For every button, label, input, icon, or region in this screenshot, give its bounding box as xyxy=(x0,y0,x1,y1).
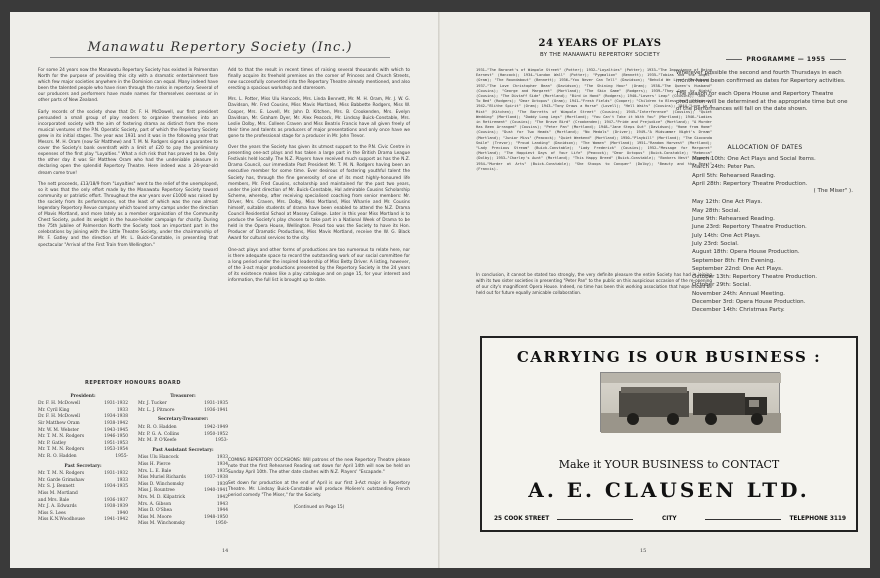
honours-row xyxy=(138,495,228,502)
date-allocation-item: December 3rd: Opera House Production. xyxy=(692,299,806,306)
plays-list: 1931—"The Baronet's of Wimpole Street" (Potter); 1932—"Loyalties" (Potter); 1933—"The Importance of Being Earnest" (Hancock); 1934—"London Wall" (Potter); "Pygmalion" (Bennett); 1935—"Tobias and the Angel" (Oram); "The Roundabout" (Bennett); 1936—"You Never Can Tell" (Davidson); "Behold We Live" (Davidson); 1937—"The Love Christopher Bean" (Davidson); "The Shining Hour" (Oram); 1938—"The Queen's Husband" (Cousins); "George and Margaret" (Mortland); "The Skin Game" (Rodgers); 1939—"They Came by Night" (Cousins); "The Distaff Side" (Mortland); "Bird in Hand" (Rodgers); 1940—"Lovers' Leap" (Cousins); "And So To Bed" (Rodgers); "Dear Octopus" (Oram); 1941—"Fresh Fields" (Cooper); "Children to Bless You" (Cousins); 1942—"Blithe Spirit" (Oram); 1943—"Tony Draws a Horse" (Lovell); "Hell Waits" (Cousins); 1944—"Love in a Mist" (Kitchen); "The Barretts of Wimpole Street" (Cousins); 1945—"Interference" (Cousins); "Quiet Wedding" (Mortland); "Daddy Long Legs" (Mortland); "You Can't Take it With You" (Mortland); 1946—"Ladies in Retirement" (Cousins); "The Brave Bird" (Crookenden); 1947—"Pride and Prejudice" (Mortland); "A Murder Has Been Arranged" (Cousins); "Peter Pan" (Mortland); 1948—"Jane Steps Out" (Davidson); "Home from Home" (Cousins); "Dust for Two Heads" (Mortland); "No Medals" (Driver); 1949—"A Midsummer Night's Dream" (Mortland); "Junior Miss" (Peacock); "Quiet Weekend" (Mortland); 1950—"Playbill" (Mortland); "The Gioconda Smile" (Trevor); "Proud Landing" (Davidson); "The Women" (Mortland); 1951—"Random Harvest" (Mortland); "Lady Precious Stream" (Buick-Constable); "Lady Frederick" (Cousins); 1952—"Message for Margaret" (Mortland); "The Happiest Days of Your Life" (Peacock); "Dear Octopus" (Buick-Constable); "Rebecca" (Dolby); 1953—"Charley's Aunt" (Mortland); "This Happy Breed" (Buick-Constable); "Bonkers Nest" (Craven); 1954—"Murder at Arts" (Buick-Constable); "She Stoops to Conquer" (Dolby); "Beauty and the Beast" (Francis). xyxy=(476,68,712,171)
programme-title: PROGRAMME — 1955 xyxy=(726,56,846,63)
honours-years: 1933 xyxy=(116,477,128,483)
honours-name: Miss D. Winchomsky xyxy=(138,481,185,487)
honours-right-column xyxy=(138,391,228,528)
continued-note: (Continued on Page 15) xyxy=(293,504,345,510)
ad-headline: CARRYING IS OUR BUSINESS : xyxy=(516,348,822,366)
honours-years: 1943 xyxy=(216,501,228,507)
honours-name: Mr. T. M. N. Rodgers xyxy=(38,434,85,440)
honours-row xyxy=(138,432,228,439)
allocation-title: ALLOCATION OF DATES xyxy=(727,144,803,151)
honours-row xyxy=(138,502,228,509)
honours-row xyxy=(38,484,128,491)
honours-name: Miss H. Pierce xyxy=(138,461,171,467)
page-number: 14 xyxy=(222,548,229,554)
honours-years: 1950-1952 xyxy=(204,431,228,437)
date-allocation-item: October 13th: Repertory Theatre Production. xyxy=(692,274,818,281)
date-allocation-item: May 12th: One Act Plays. xyxy=(692,199,763,206)
honours-years: 1946-1950 xyxy=(104,434,128,440)
honours-name: Mr. R. O. Hadden xyxy=(38,453,77,459)
history-paragraph: Mrs. L. Potter, Miss Ulu Hancock, Mrs. Linda Bennett, Mr. M. H. Oram, Mr. J. W. G. Davidson, Mr. Fred Cousins, Miss Mavis Mortland, Miss Babbette Rodgers, Miss W. Cooper, Mrs. E. Lovell, Mr. John D. Kitchen, Mrs. B. Crookenden, Mrs. Evelyn Davidson, Mr. Graham Dyer, Mr. Alex Peacock, Mr. Lindsay Buick-Constable, Mrs. Leslie Dolby, Mrs. Colleen Craven and Miss Beatrix Francis have all given freely of their time and talents as producers of major presentations and only once have we gone to the professional stage for a producer in Mr. John Trevor. xyxy=(228,97,410,139)
honours-row xyxy=(38,401,128,408)
honours-row xyxy=(138,425,228,432)
honours-years: 1938-1939 xyxy=(104,504,128,510)
honours-name: Mr. P. G. A. Collins xyxy=(138,431,180,437)
honours-years: 1942-1949 xyxy=(204,424,228,430)
history-column-2 xyxy=(228,68,410,289)
honours-years: 1942 xyxy=(216,494,228,500)
coming-occasions-text: COMING REPERTORY OCCASIONS: Will patrons of the new Repertory Theatre please note that the first Rehearsed Reading set down for April 14th will now be held on Sunday April 10th. The other date clashes with N.Z. Players' "Escapade." xyxy=(228,458,410,476)
honours-years: 1931-1932 xyxy=(104,401,128,407)
honours-name: Miss J. Rountree xyxy=(138,488,175,494)
honours-years: 1936-1941 xyxy=(204,407,228,413)
programme-intro-paragraph: The season for each Opera House and Repertory Theatre production will be determined at the appropriate time but one of the performances will fall on the date shown. xyxy=(676,91,848,112)
honours-row xyxy=(138,508,228,515)
date-allocation-item: July 14th: One Act Plays. xyxy=(692,232,761,239)
honours-name: Miss Ulu Hancock xyxy=(138,455,179,461)
date-allocation-item: September 8th: Film Evening. xyxy=(692,257,776,264)
honours-row xyxy=(38,491,128,498)
honours-name: Mr. Garde Grimshaw xyxy=(38,477,85,483)
honours-row xyxy=(38,428,128,435)
honours-name: Miss M. Moore xyxy=(138,514,172,520)
honours-name: Sir Matthew Oram xyxy=(38,420,80,426)
honours-section-heading: Treasurer: xyxy=(170,393,196,399)
honours-name: Mr. T. M. N. Rodgers xyxy=(38,471,85,477)
date-allocation-item: October 29th: Social. xyxy=(692,282,752,289)
honours-row xyxy=(138,455,228,462)
honours-years: 1933 xyxy=(216,455,228,461)
honours-name: Dr. F. H. McDowell xyxy=(38,401,80,407)
booklet-spread xyxy=(10,12,870,568)
honours-row xyxy=(38,498,128,505)
ad-footer xyxy=(494,516,846,522)
honours-name: Mr. J. A. Edwards xyxy=(38,504,77,510)
honours-name: Mr. J. Tucker xyxy=(138,401,167,407)
ad-telephone: TELEPHONE 3119 xyxy=(789,516,846,522)
honours-years: 1944 xyxy=(216,508,228,514)
ad-street: 25 COOK STREET xyxy=(494,516,550,522)
date-allocation-item: September 22nd: One Act Plays. xyxy=(692,265,783,272)
honours-years: 1941-1942 xyxy=(104,517,128,523)
truck-photo xyxy=(600,372,780,432)
ad-tagline: Make it YOUR BUSINESS to CONTACT xyxy=(558,458,780,471)
honours-board xyxy=(38,380,228,528)
honours-row xyxy=(138,482,228,489)
honours-years: 1953- xyxy=(215,438,228,444)
honours-name: Mr. Cyril King xyxy=(38,407,70,413)
honours-years: 1940 xyxy=(116,510,128,516)
honours-row xyxy=(38,441,128,448)
coming-occasions xyxy=(228,458,410,516)
honours-board-title: REPERTORY HONOURS BOARD xyxy=(85,380,181,386)
history-paragraph: Add to that the result in recent times of raising several thousands with which to finally acquire its freehold premises on the corner of Princess and Church Streets, now successfully converted into the Repertory Theatre already mentioned, and also erecting a spacious workshop and storeroom. xyxy=(228,68,410,92)
date-allocation-item: June 9th: Rehearsed Reading. xyxy=(692,216,775,223)
honours-years: 1931-1932 xyxy=(104,471,128,477)
history-paragraph: One-act plays and other forms of productions are too numerous to relate here, nor is there adequate space to record the outstanding work of our social committee for a long period under the inspired leadership of Miss Betty Driver. A listing, however, of the 3-act major productions presented by the Repertory Society in the 24 years of its existence makes like a play catalogue and on page 15, for your interest and information, the full list is brought up to date. xyxy=(228,247,410,283)
date-allocation-item: December 14th: Christmas Party. xyxy=(692,307,785,314)
honours-name: Mrs. L. E. Bale xyxy=(138,468,172,474)
history-paragraph: Over the years the Society has given its utmost support to the P.N. Civic Centre in presenting one-act plays and has taken a large part in the British Drama League Festivals held locally. The N.Z. Players have received much support as has the N.Z. Drama Council, our immediate Past President Mr. T. M. N. Rodgers having been an executive member for some time. Ever desirous of fostering youthful talent the Society has, through the fine generosity of one of its most highly-honoured life members, Mr. Fred Cousins, scholarship and maintained for the past two years, under the joint direction of Mr. Buick-Constable, Hal admirable Cousins Scholarship Scheme, whereby, after receiving specialised coaching from senior members: Mr. Driver, Mrs. Craven, Mrs. Dolby, Miss Mortland, Miss Wharrie and Mr. Cousins himself, suitable students of drama have been enabled to attend the N.Z. Drama Council Residential School at Massey College. Later in this year Miss Mortland is to produce the Society's play chosen to take part in a National Week of Drama to be held in the Opera House, Wellington. Proud too was the Society to have its Hon. Producer of Dramatic Productions, Miss Mavis Mortland, receive the W. G. Black Award for cultural services to the city. xyxy=(228,145,410,242)
honours-name: Miss M. Winchomsky xyxy=(138,521,186,527)
date-allocation-item: March 10th: One Act Plays and Social Items. xyxy=(692,156,816,162)
honours-row xyxy=(138,469,228,476)
honours-years: 1933 xyxy=(116,407,128,413)
date-allocation-item: June 23rd: Repertory Theatre Production. xyxy=(692,224,807,231)
honours-row xyxy=(38,511,128,518)
honours-row xyxy=(38,408,128,415)
honours-name: Miss S. Lees xyxy=(38,510,66,516)
honours-years: 1950- xyxy=(215,521,228,527)
honours-row xyxy=(38,471,128,478)
society-script-title: Manawatu Repertory Society (Inc.) xyxy=(50,40,390,58)
plays-title: 24 YEARS OF PLAYS xyxy=(538,38,662,49)
honours-name: Mr. R. O. Hadden xyxy=(138,424,177,430)
honours-name: Miss M. Mortland xyxy=(38,490,78,496)
honours-name: Mr. M. P. O'Keefe xyxy=(138,438,177,444)
honours-name: Mrs. A. Gibson xyxy=(138,501,172,507)
date-allocation-item: July 23rd: Social. xyxy=(692,240,739,247)
honours-row xyxy=(138,515,228,522)
honours-name: Mrs. M. D. Kilpatrick xyxy=(138,494,185,500)
miser-note: ( The Miser" ). xyxy=(813,188,853,195)
programme-intro xyxy=(676,70,854,120)
honours-section-heading: Past Secretary: xyxy=(64,463,102,469)
coming-production-text: Set down for production at the end of April is our first 3-Act major in Repertory Theatre. Mr. Lindsay Buick-Constable will produce Moliere's outstanding French period comedy "The Miser," for the Society. xyxy=(228,481,410,499)
honours-row xyxy=(138,401,228,408)
honours-row xyxy=(138,488,228,495)
honours-name: Mr. P. Gatley xyxy=(38,440,67,446)
honours-row xyxy=(138,521,228,528)
clausen-advertisement xyxy=(480,336,858,532)
honours-years: 1940-1941 xyxy=(204,488,228,494)
honours-row xyxy=(138,462,228,469)
honours-row xyxy=(38,447,128,454)
honours-row xyxy=(38,454,128,461)
honours-years: 1943-1945 xyxy=(104,427,128,433)
honours-section-heading: Secretary-Treasurer: xyxy=(157,417,209,423)
honours-row xyxy=(38,421,128,428)
honours-years: 1935 xyxy=(216,468,228,474)
honours-row xyxy=(38,517,128,524)
honours-years: 1953-1954 xyxy=(104,447,128,453)
honours-years: 1955- xyxy=(115,453,128,459)
date-allocation-item: March 24th: Peter Pan. xyxy=(692,164,756,171)
page-number: 15 xyxy=(640,548,647,554)
history-paragraph: For some 24 years now the Manawatu Repertory Society has existed in Palmerston North for the purpose of providing this city with a dramatic entertainment fare which few major societies anywhere in the Dominion can equal. Many indeed have been the talented people who have risen through the ranks in repertory. Several of our producers and performers have made names for themselves overseas or in other parts of New Zealand. xyxy=(38,68,218,104)
honours-name: Miss K.N.Woodhouse xyxy=(38,517,85,523)
conclusion-paragraph: In conclusion, it cannot be stated too strongly, the very definite pleasure the entire Society has had in joining with its two sister societies in presenting "Peter Pan" to the public on this auspicious occasion of the re-opening of our city's magnificent Opera House. Indeed, no time has been this working association that hope should be held out for future equally amicable collaboration. xyxy=(476,272,712,295)
honours-row xyxy=(38,434,128,441)
honours-name: Dr. F. H. McDowell xyxy=(38,414,80,420)
programme-intro-paragraph: Wherever possible the second and fourth Thursdays in each month have been confirmed as dates for Repertory activities. xyxy=(676,70,846,84)
honours-name: and Mrs. Bale xyxy=(38,497,70,503)
honours-years: 1939 xyxy=(216,481,228,487)
history-column-1 xyxy=(38,68,218,254)
date-allocation-item: April 28th: Repertory Theatre Production. xyxy=(692,180,808,187)
plays-subtitle: BY THE MANAWATU REPERTORY SOCIETY xyxy=(540,52,660,58)
honours-section-heading: Past Assistant Secretary: xyxy=(152,447,214,453)
allocation-list xyxy=(692,155,867,315)
honours-years: 1934-1935 xyxy=(104,484,128,490)
date-allocation-item: May 28th: Social. xyxy=(692,207,741,214)
honours-section-heading: President: xyxy=(70,393,96,399)
honours-years: 1948-1950 xyxy=(204,514,228,520)
honours-row xyxy=(38,478,128,485)
date-allocation-item: November 24th: Annual Meeting. xyxy=(692,290,785,297)
history-paragraph: Early records of the society show that Dr. F. H. McDowell, our first president persuaded a small group of play readers to organise themselves into an incorporated society with the aim of fostering drama as distinct from the more musical ventures of the P.N. Operatic Society, part of which the Repertory Society grew in its initial stages. The year was 1931 and it was in the following year that Messrs. M. H. Oram (now Sir Matthew) and T. M. N. Rodgers signed a guarantee to cover the Society's bank overdraft with a limit of £20 to pay the preliminary expenses of the first play "Loyalties." What a rich risk that has proved to be. Only the other day it was Sir Matthew Oram who had the undeniable pleasure in declaring open the splendid Repertory Theatre. Here indeed was a 24-year-old dream come true! xyxy=(38,109,218,176)
honours-name: Miss D. O'Shea xyxy=(138,508,172,514)
honours-row xyxy=(138,408,228,415)
left-page xyxy=(10,12,440,568)
honours-years: 1936-1937 xyxy=(104,497,128,503)
ad-city: CITY xyxy=(557,516,781,522)
history-paragraph: The nett proceeds, £13/18/9 from "Loyalties" went to the relief of the unemployed, so it was that the only effort made by the Manawatu Repertory Society toward community or patriotic effort. Throughout the war years over £1000 was raised by the society from its performances, not the least of which was the now almost legendary Repertory Revue company which toured army camps under the direction of Mavis Mortland, and more lately as a member organisation of the Community Chest Society, pulled its weight in the house-holder campaign for charity. During the 75th Jubilee of Palmerston North the Society took an important part in the celebrations by joining with the Little Theatre Society, under the chairmanship of Mr. F. Gatley and the direction of Mr. L. Buick-Constable, in presenting that spectacular "Arrival of the First Train from Wellington." xyxy=(38,181,218,248)
honours-years: 1931-1935 xyxy=(204,401,228,407)
honours-name: Mr. W. M. Webster xyxy=(38,427,80,433)
honours-years: 1938-1942 xyxy=(104,420,128,426)
honours-row xyxy=(138,475,228,482)
honours-row xyxy=(38,504,128,511)
honours-years: 1934 xyxy=(216,461,228,467)
honours-row xyxy=(138,438,228,445)
date-allocation-item: August 18th: Opera House Production. xyxy=(692,249,800,256)
honours-name: Miss Muriel Richards xyxy=(138,475,186,481)
right-page xyxy=(440,12,870,568)
honours-years: 1937-1938 xyxy=(204,475,228,481)
honours-row xyxy=(38,414,128,421)
honours-years: 1934-1938 xyxy=(104,414,128,420)
date-allocation-item: April 5th: Rehearsed Reading. xyxy=(692,172,776,179)
honours-name: Mr. L. J. Pitmore xyxy=(138,407,175,413)
honours-name: Mr. T. M. N. Rodgers xyxy=(38,447,85,453)
honours-name: Mr. S. J. Bennett xyxy=(38,484,75,490)
honours-left-column xyxy=(38,391,128,528)
honours-years: 1951-1953 xyxy=(104,440,128,446)
ad-company-name: A. E. CLAUSEN LTD. xyxy=(528,478,810,502)
